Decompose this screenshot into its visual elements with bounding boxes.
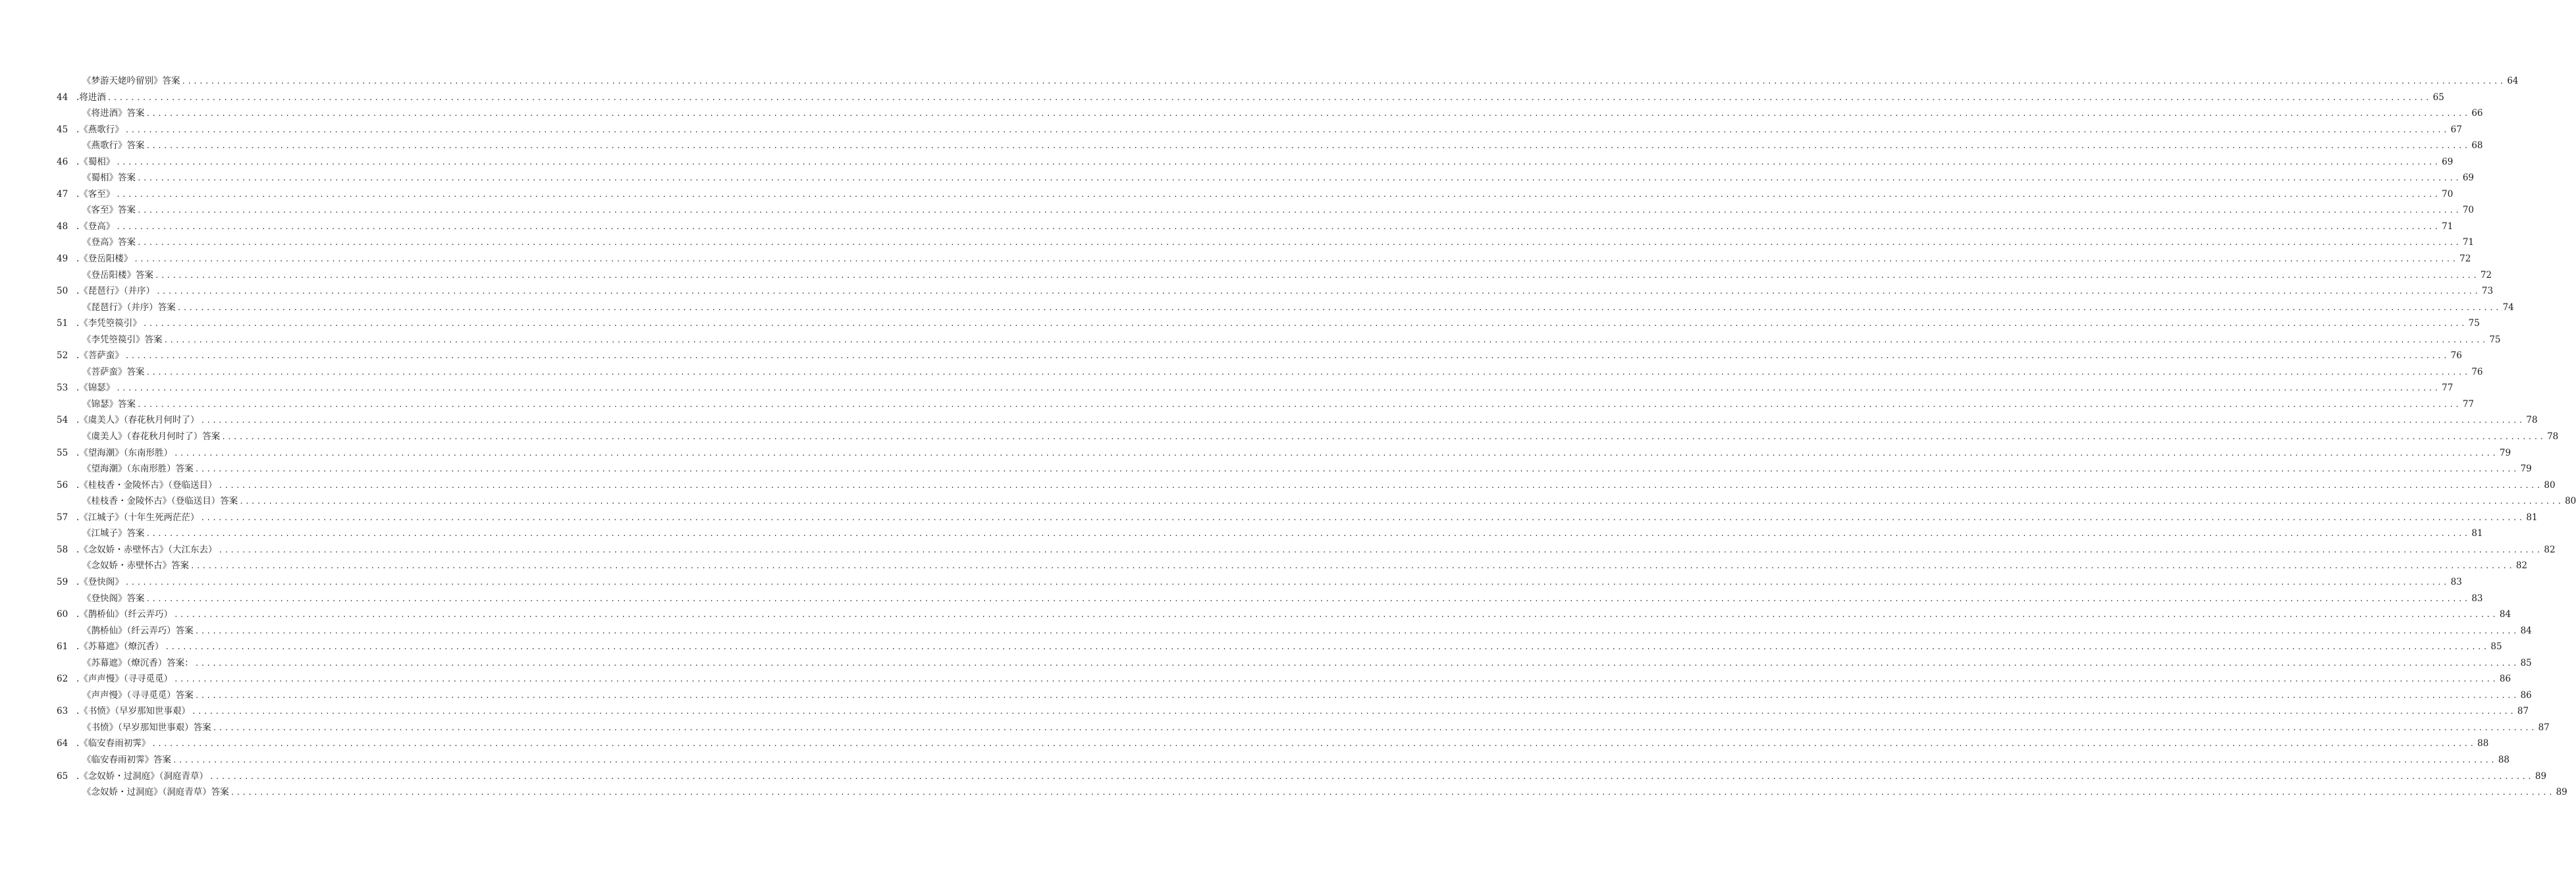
toc-line xyxy=(82,202,2475,219)
toc-answer-entry[interactable] xyxy=(0,73,2519,90)
toc-line xyxy=(76,315,2480,332)
toc-entry-number: 54 xyxy=(57,415,68,426)
toc-title: .《登快阁》 xyxy=(76,576,124,587)
toc-title: .《虞美人》（春花秋月何时了） xyxy=(76,415,200,426)
toc-entry-number: 59 xyxy=(57,576,68,587)
toc-line xyxy=(82,105,2483,122)
toc-title: .《望海潮》（东南形胜） xyxy=(76,447,173,458)
toc-entry-number: 61 xyxy=(57,641,68,653)
toc-line xyxy=(76,445,2511,462)
toc-title: 《书愤》（早岁那知世事艰）答案 xyxy=(82,722,211,733)
dot-leader: ................................................................................................................................................................................................................................................................................................................................................................................................................ xyxy=(174,448,2498,458)
toc-entry-number: 63 xyxy=(57,706,68,717)
toc-line xyxy=(76,380,2454,396)
toc-answer-entry[interactable] xyxy=(0,138,2483,154)
toc-entry-number: 56 xyxy=(57,479,68,491)
dot-leader: ................................................................................................................................................................................................................................................................................................................................................................................................................ xyxy=(124,352,2449,361)
toc-title: 《虞美人》（春花秋月何时了）答案 xyxy=(82,431,221,443)
toc-page-number: 85 xyxy=(2520,657,2532,668)
toc-entry-number: 44 xyxy=(57,92,68,103)
toc-entry[interactable] xyxy=(0,574,2462,591)
dot-leader: ................................................................................................................................................................................................................................................................................................................................................................................................................ xyxy=(239,497,2563,506)
toc-line xyxy=(82,364,2483,381)
toc-line xyxy=(82,461,2532,477)
toc-entry[interactable] xyxy=(0,542,2556,558)
toc-title: 《李凭箜篌引》答案 xyxy=(82,334,163,345)
dot-leader: ................................................................................................................................................................................................................................................................................................................................................................................................................ xyxy=(107,93,2431,102)
toc-entry[interactable] xyxy=(0,445,2511,462)
toc-title: 《念奴娇・赤壁怀古》答案 xyxy=(82,560,189,572)
dot-leader: ................................................................................................................................................................................................................................................................................................................................................................................................................ xyxy=(134,255,2458,264)
toc-page-number: 80 xyxy=(2544,479,2556,491)
table-of-contents xyxy=(0,73,2576,801)
toc-title: 《登快阁》答案 xyxy=(82,593,145,604)
toc-line xyxy=(76,154,2454,171)
dot-leader: ................................................................................................................................................................................................................................................................................................................................................................................................................ xyxy=(156,287,2481,296)
dot-leader: ................................................................................................................................................................................................................................................................................................................................................................................................................ xyxy=(200,513,2525,522)
dot-leader: ................................................................................................................................................................................................................................................................................................................................................................................................................ xyxy=(116,222,2440,231)
toc-title: .《苏幕遮》（燎沉香） xyxy=(76,641,164,653)
toc-line xyxy=(82,138,2483,154)
toc-answer-entry[interactable] xyxy=(0,493,2576,510)
toc-page-number: 72 xyxy=(2459,254,2471,265)
dot-leader: ................................................................................................................................................................................................................................................................................................................................................................................................................ xyxy=(137,206,2461,215)
toc-page-number: 73 xyxy=(2481,286,2494,297)
dot-leader: ................................................................................................................................................................................................................................................................................................................................................................................................................ xyxy=(116,190,2440,199)
toc-page-number: 84 xyxy=(2520,625,2532,636)
toc-page-number: 75 xyxy=(2489,334,2501,345)
dot-leader: ................................................................................................................................................................................................................................................................................................................................................................................................................ xyxy=(230,788,2554,797)
dot-leader: ................................................................................................................................................................................................................................................................................................................................................................................................................ xyxy=(209,772,2534,781)
toc-title: 《临安春雨初霁》答案 xyxy=(82,754,171,765)
toc-answer-entry[interactable] xyxy=(0,558,2528,574)
toc-title: 《桂枝香・金陵怀古》（登临送目）答案 xyxy=(82,496,238,507)
toc-page-number: 82 xyxy=(2544,544,2556,555)
dot-leader: ................................................................................................................................................................................................................................................................................................................................................................................................................ xyxy=(190,562,2515,571)
toc-entry[interactable] xyxy=(0,606,2511,623)
toc-entry[interactable] xyxy=(0,219,2454,235)
toc-title: .《鹊桥仙》（纤云弄巧） xyxy=(76,609,173,620)
toc-line xyxy=(76,219,2454,235)
toc-page-number: 86 xyxy=(2520,689,2532,701)
toc-page-number: 79 xyxy=(2499,447,2511,458)
toc-title: .《李凭箜篌引》 xyxy=(76,318,142,329)
toc-entry[interactable] xyxy=(0,639,2502,655)
toc-page-number: 70 xyxy=(2462,205,2475,216)
toc-entry-number: 65 xyxy=(57,770,68,782)
toc-entry-number: 48 xyxy=(57,221,68,232)
toc-page-number: 85 xyxy=(2490,641,2502,653)
dot-leader: ................................................................................................................................................................................................................................................................................................................................................................................................................ xyxy=(221,433,2546,442)
toc-title: .《琵琶行》（并序） xyxy=(76,286,155,297)
toc-answer-entry[interactable] xyxy=(0,461,2532,477)
toc-line xyxy=(76,90,2444,106)
dot-leader: ................................................................................................................................................................................................................................................................................................................................................................................................................ xyxy=(146,142,2470,151)
toc-page-number: 76 xyxy=(2471,366,2483,377)
toc-page-number: 77 xyxy=(2462,398,2475,410)
toc-entry[interactable] xyxy=(0,122,2462,138)
toc-title: .《客至》 xyxy=(76,188,115,200)
toc-entry[interactable] xyxy=(0,283,2494,300)
toc-entry[interactable] xyxy=(0,671,2511,687)
toc-page-number: 71 xyxy=(2442,221,2454,232)
toc-entry-number: 50 xyxy=(57,286,68,297)
toc-line xyxy=(82,623,2532,639)
dot-leader: ................................................................................................................................................................................................................................................................................................................................................................................................................ xyxy=(174,675,2498,684)
dot-leader: ................................................................................................................................................................................................................................................................................................................................................................................................................ xyxy=(124,125,2449,134)
toc-page-number: 64 xyxy=(2507,76,2519,86)
dot-leader: ................................................................................................................................................................................................................................................................................................................................................................................................................ xyxy=(155,271,2479,280)
toc-title: .《声声慢》（寻寻觅觅） xyxy=(76,674,173,685)
toc-line xyxy=(82,720,2550,736)
toc-page-number: 71 xyxy=(2462,237,2475,248)
toc-line xyxy=(76,606,2511,623)
toc-line xyxy=(76,477,2556,494)
toc-title: 《锦瑟》答案 xyxy=(82,398,136,410)
toc-line xyxy=(76,703,2529,720)
toc-line xyxy=(76,639,2502,655)
toc-entry-number: 57 xyxy=(57,512,68,523)
dot-leader: ................................................................................................................................................................................................................................................................................................................................................................................................................ xyxy=(146,529,2470,539)
dot-leader: ................................................................................................................................................................................................................................................................................................................................................................................................................ xyxy=(137,400,2461,409)
toc-answer-entry[interactable] xyxy=(0,267,2492,284)
toc-title: 《登岳阳楼》答案 xyxy=(82,269,153,281)
dot-leader: ................................................................................................................................................................................................................................................................................................................................................................................................................ xyxy=(146,109,2470,119)
toc-answer-entry[interactable] xyxy=(0,234,2475,251)
toc-page-number: 79 xyxy=(2520,464,2532,475)
toc-page-number: 78 xyxy=(2526,415,2538,426)
toc-title: .《菩萨蛮》 xyxy=(76,350,124,362)
dot-leader: ................................................................................................................................................................................................................................................................................................................................................................................................................ xyxy=(146,594,2470,603)
toc-title: .《燕歌行》 xyxy=(76,124,124,135)
toc-line xyxy=(76,122,2462,138)
toc-answer-entry[interactable] xyxy=(0,170,2475,186)
toc-entry-number: 53 xyxy=(57,383,68,394)
toc-page-number: 87 xyxy=(2538,722,2550,733)
toc-answer-entry[interactable] xyxy=(0,332,2501,348)
toc-page-number: 75 xyxy=(2468,318,2480,329)
dot-leader: ................................................................................................................................................................................................................................................................................................................................................................................................................ xyxy=(192,707,2516,716)
toc-title: .《书愤》（早岁那知世事艰） xyxy=(76,706,191,717)
toc-title: .《念奴娇・过洞庭》（洞庭青草） xyxy=(76,770,209,782)
dot-leader: ................................................................................................................................................................................................................................................................................................................................................................................................................ xyxy=(176,303,2501,312)
toc-page-number: 74 xyxy=(2502,302,2514,313)
toc-page-number: 69 xyxy=(2442,156,2454,167)
toc-line xyxy=(82,332,2501,348)
toc-title: .《登高》 xyxy=(76,221,115,232)
toc-line xyxy=(82,655,2532,672)
toc-line xyxy=(82,429,2559,445)
toc-entry[interactable] xyxy=(0,315,2480,332)
dot-leader: ................................................................................................................................................................................................................................................................................................................................................................................................................ xyxy=(218,545,2542,554)
toc-line xyxy=(76,736,2489,752)
toc-line xyxy=(76,348,2462,364)
toc-entry[interactable] xyxy=(0,380,2454,396)
toc-entry-number: 47 xyxy=(57,188,68,200)
toc-entry-number: 55 xyxy=(57,447,68,458)
toc-entry-number: 52 xyxy=(57,350,68,362)
toc-title: 《苏幕遮》（燎沉香）答案： xyxy=(82,657,194,668)
toc-title: .《蜀相》 xyxy=(76,156,115,167)
toc-answer-entry[interactable] xyxy=(0,364,2483,381)
toc-page-number: 88 xyxy=(2477,738,2489,749)
toc-entry-number: 60 xyxy=(57,609,68,620)
toc-page-number: 80 xyxy=(2565,496,2576,507)
toc-answer-entry[interactable] xyxy=(0,105,2483,122)
toc-title: 《梦游天姥吟留别》答案 xyxy=(82,76,180,86)
toc-answer-entry[interactable] xyxy=(0,300,2514,316)
toc-line xyxy=(82,170,2475,186)
dot-leader: ................................................................................................................................................................................................................................................................................................................................................................................................................ xyxy=(194,691,2519,700)
toc-title: 《望海潮》（东南形胜）答案 xyxy=(82,464,194,475)
dot-leader: ................................................................................................................................................................................................................................................................................................................................................................................................................ xyxy=(194,626,2519,635)
toc-title: .将进酒 xyxy=(76,92,106,103)
toc-title: .《桂枝香・金陵怀古》（登临送目） xyxy=(76,479,217,491)
toc-line xyxy=(82,300,2514,316)
toc-entry-number: 64 xyxy=(57,738,68,749)
toc-page-number: 83 xyxy=(2450,576,2462,587)
toc-page-number: 83 xyxy=(2471,593,2483,604)
toc-page-number: 66 xyxy=(2471,108,2483,119)
toc-page-number: 76 xyxy=(2450,350,2462,362)
toc-page-number: 89 xyxy=(2556,787,2567,798)
toc-page-number: 67 xyxy=(2450,124,2462,135)
toc-page-number: 87 xyxy=(2517,706,2529,717)
toc-title: 《蜀相》答案 xyxy=(82,173,136,184)
toc-entry-number: 49 xyxy=(57,254,68,265)
dot-leader: ................................................................................................................................................................................................................................................................................................................................................................................................................ xyxy=(163,335,2488,344)
toc-title: 《声声慢》（寻寻觅觅）答案 xyxy=(82,689,194,701)
toc-line xyxy=(82,752,2510,768)
toc-answer-entry[interactable] xyxy=(0,720,2550,736)
toc-line xyxy=(82,558,2528,574)
toc-title: 《登高》答案 xyxy=(82,237,136,248)
toc-line xyxy=(76,768,2547,785)
toc-page-number: 68 xyxy=(2471,140,2483,151)
toc-entry-number: 58 xyxy=(57,544,68,555)
toc-entry[interactable] xyxy=(0,90,2444,106)
toc-title: .《锦瑟》 xyxy=(76,383,115,394)
toc-line xyxy=(76,186,2454,203)
toc-answer-entry[interactable] xyxy=(0,429,2559,445)
toc-page-number: 77 xyxy=(2442,383,2454,394)
toc-line xyxy=(82,687,2532,704)
toc-entry[interactable] xyxy=(0,736,2489,752)
toc-page-number: 78 xyxy=(2547,431,2559,443)
dot-leader: ................................................................................................................................................................................................................................................................................................................................................................................................................ xyxy=(137,238,2461,248)
toc-line xyxy=(82,784,2567,801)
dot-leader: ................................................................................................................................................................................................................................................................................................................................................................................................................ xyxy=(181,77,2506,86)
toc-line xyxy=(76,412,2538,429)
toc-title: .《江城子》（十年生死两茫茫） xyxy=(76,512,200,523)
toc-entry[interactable] xyxy=(0,510,2538,526)
toc-page-number: 81 xyxy=(2471,528,2483,539)
toc-line xyxy=(76,574,2462,591)
toc-line xyxy=(76,542,2556,558)
toc-line xyxy=(82,525,2483,542)
toc-answer-entry[interactable] xyxy=(0,655,2532,672)
toc-entry-number: 46 xyxy=(57,156,68,167)
toc-answer-entry[interactable] xyxy=(0,396,2475,413)
toc-page-number: 88 xyxy=(2498,754,2510,765)
toc-entry-number: 45 xyxy=(57,124,68,135)
toc-line xyxy=(76,283,2494,300)
toc-answer-entry[interactable] xyxy=(0,591,2483,607)
toc-answer-entry[interactable] xyxy=(0,623,2532,639)
toc-title: 《将进酒》答案 xyxy=(82,108,145,119)
toc-title: 《念奴娇・过洞庭》（洞庭青草）答案 xyxy=(82,787,229,798)
toc-entry-number: 51 xyxy=(57,318,68,329)
toc-page-number: 84 xyxy=(2499,609,2511,620)
toc-line xyxy=(82,73,2519,90)
dot-leader: ................................................................................................................................................................................................................................................................................................................................................................................................................ xyxy=(194,465,2519,474)
toc-entry[interactable] xyxy=(0,154,2454,171)
dot-leader: ................................................................................................................................................................................................................................................................................................................................................................................................................ xyxy=(194,658,2519,668)
toc-answer-entry[interactable] xyxy=(0,784,2567,801)
toc-line xyxy=(82,493,2576,510)
dot-leader: ................................................................................................................................................................................................................................................................................................................................................................................................................ xyxy=(124,577,2449,587)
toc-page-number: 65 xyxy=(2432,92,2444,103)
toc-line xyxy=(82,591,2483,607)
toc-title: .《念奴娇・赤壁怀古》（大江东去） xyxy=(76,544,217,555)
toc-line xyxy=(82,267,2492,284)
toc-title: .《临安春雨初霁》 xyxy=(76,738,151,749)
toc-title: 《江城子》答案 xyxy=(82,528,145,539)
toc-title: 《琵琶行》（并序）答案 xyxy=(82,302,176,313)
dot-leader: ................................................................................................................................................................................................................................................................................................................................................................................................................ xyxy=(200,416,2525,425)
dot-leader: ................................................................................................................................................................................................................................................................................................................................................................................................................ xyxy=(165,643,2489,652)
toc-title: 《燕歌行》答案 xyxy=(82,140,145,151)
toc-line xyxy=(76,510,2538,526)
dot-leader: ................................................................................................................................................................................................................................................................................................................................................................................................................ xyxy=(151,739,2476,749)
dot-leader: ................................................................................................................................................................................................................................................................................................................................................................................................................ xyxy=(142,319,2467,329)
toc-title: 《鹊桥仙》（纤云弄巧）答案 xyxy=(82,625,194,636)
dot-leader: ................................................................................................................................................................................................................................................................................................................................................................................................................ xyxy=(116,384,2440,393)
dot-leader: ................................................................................................................................................................................................................................................................................................................................................................................................................ xyxy=(174,610,2498,620)
toc-title: 《客至》答案 xyxy=(82,205,136,216)
dot-leader: ................................................................................................................................................................................................................................................................................................................................................................................................................ xyxy=(212,723,2536,732)
toc-entry[interactable] xyxy=(0,186,2454,203)
toc-page-number: 72 xyxy=(2480,269,2492,281)
toc-entry[interactable] xyxy=(0,412,2538,429)
toc-entry-number: 62 xyxy=(57,674,68,685)
toc-entry[interactable] xyxy=(0,348,2462,364)
dot-leader: ................................................................................................................................................................................................................................................................................................................................................................................................................ xyxy=(173,755,2497,764)
toc-page-number: 70 xyxy=(2442,188,2454,200)
toc-page-number: 81 xyxy=(2526,512,2538,523)
toc-line xyxy=(82,234,2475,251)
toc-page-number: 69 xyxy=(2462,173,2475,184)
dot-leader: ................................................................................................................................................................................................................................................................................................................................................................................................................ xyxy=(146,367,2470,377)
toc-answer-entry[interactable] xyxy=(0,687,2532,704)
toc-title: 《菩萨蛮》答案 xyxy=(82,366,145,377)
toc-page-number: 82 xyxy=(2515,560,2528,572)
dot-leader: ................................................................................................................................................................................................................................................................................................................................................................................................................ xyxy=(218,481,2542,490)
toc-page-number: 86 xyxy=(2499,674,2511,685)
toc-answer-entry[interactable] xyxy=(0,202,2475,219)
toc-entry[interactable] xyxy=(0,768,2547,785)
toc-page-number: 89 xyxy=(2535,770,2547,782)
toc-answer-entry[interactable] xyxy=(0,752,2510,768)
toc-entry[interactable] xyxy=(0,477,2556,494)
toc-line xyxy=(82,396,2475,413)
toc-line xyxy=(76,251,2471,267)
toc-title: .《登岳阳楼》 xyxy=(76,254,133,265)
toc-entry[interactable] xyxy=(0,251,2471,267)
toc-entry[interactable] xyxy=(0,703,2529,720)
toc-line xyxy=(76,671,2511,687)
dot-leader: ................................................................................................................................................................................................................................................................................................................................................................................................................ xyxy=(137,174,2461,183)
toc-answer-entry[interactable] xyxy=(0,525,2483,542)
dot-leader: ................................................................................................................................................................................................................................................................................................................................................................................................................ xyxy=(116,157,2440,167)
